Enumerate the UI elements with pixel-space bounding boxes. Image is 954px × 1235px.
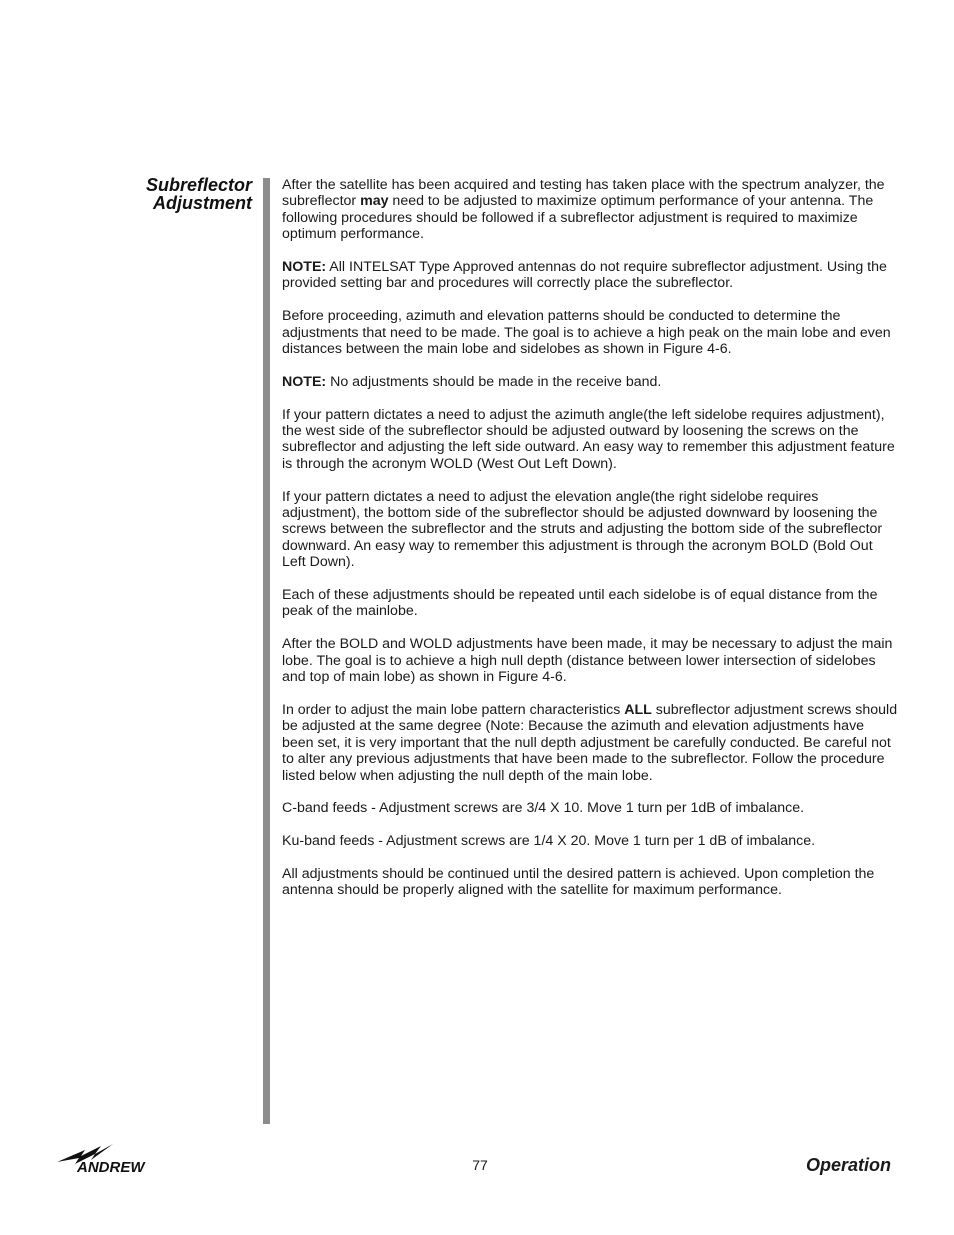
section-heading-line-1: Subreflector: [145, 175, 252, 195]
body-text: [282, 177, 898, 915]
paragraph-3: Before proceeding, azimuth and elevation patterns should be conducted to determine the adjustments that need to be made. The goal is to achieve a high peak on the main lobe and even distances between the main lobe and sidelobes as shown in Figure 4-6.: [282, 308, 891, 358]
emphasis-all: ALL: [624, 701, 652, 718]
paragraph-6: If your pattern dictates a need to adjust the elevation angle(the right sidelobe requires adjustment), the bottom side of the subreflector should be adjusted downward by loosening the screws between the subreflector and the struts and adjusting the bottom side of the subreflector downward. An easy way to remember this adjustment is through the acronym BOLD (Bold Out Left Down).: [282, 488, 883, 571]
page-number: 77: [472, 1157, 488, 1173]
note-label: NOTE:: [282, 373, 327, 390]
section-heading-line-2: Adjustment: [153, 193, 252, 213]
paragraph-11: Ku-band feeds - Adjustment screws are 1/4 X 20. Move 1 turn per 1 dB of imbalance.: [282, 833, 816, 850]
note-paragraph-1: NOTE: All INTELSAT Type Approved antennas do not require subreflector adjustment. Using the provided setting bar and procedures will correctly place the subreflector.: [282, 259, 887, 292]
paragraph-10: C-band feeds - Adjustment screws are 3/4 X 10. Move 1 turn per 1dB of imbalance.: [282, 800, 805, 817]
note-paragraph-2: NOTE: No adjustments should be made in the receive band.: [282, 373, 662, 390]
paragraph-1: After the satellite has been acquired and testing has taken place with the spectrum analyzer, the subreflector may need to be adjusted to maximize optimum performance of your antenna. The following procedures should be followed if a subreflector adjustment is required to maximize optimum performance.: [282, 177, 885, 243]
paragraph-5: If your pattern dictates a need to adjust the azimuth angle(the left sidelobe requires adjustment), the west side of the subreflector should be adjusted outward by loosening the screws on the subreflector and adjusting the left side outward. An easy way to remember this adjustment feature is through the acronym WOLD (West Out Left Down).: [282, 406, 895, 472]
footer-section-name: Operation: [805, 1155, 891, 1175]
paragraph-9: In order to adjust the main lobe pattern characteristics ALL subreflector adjustment screws should be adjusted at the same degree (Note: Because the azimuth and elevation adjustments have been set, it is very important that the null depth adjustment be carefully conducted. Be careful not to alter any previous adjustments that have been made to the subreflector. Follow the procedure listed below when adjusting the null depth of the main lobe.: [282, 701, 898, 784]
section-heading: [100, 176, 252, 212]
logo-text: ANDREW: [77, 1159, 145, 1176]
paragraph-8: After the BOLD and WOLD adjustments have been made, it may be necessary to adjust the main lobe. The goal is to achieve a high null depth (distance between lower intersection of sidelobes and top of main lobe) as shown in Figure 4-6.: [282, 636, 893, 686]
paragraph-12: All adjustments should be continued until the desired pattern is achieved. Upon completion the antenna should be properly aligned with the satellite for maximum performance.: [282, 865, 875, 899]
note-label: NOTE:: [282, 259, 327, 276]
andrew-logo: [55, 1140, 175, 1176]
vertical-rule: [263, 178, 270, 1124]
paragraph-7: Each of these adjustments should be repeated until each sidelobe is of equal distance from the peak of the mainlobe.: [282, 587, 878, 620]
emphasis-may: may: [360, 193, 389, 210]
